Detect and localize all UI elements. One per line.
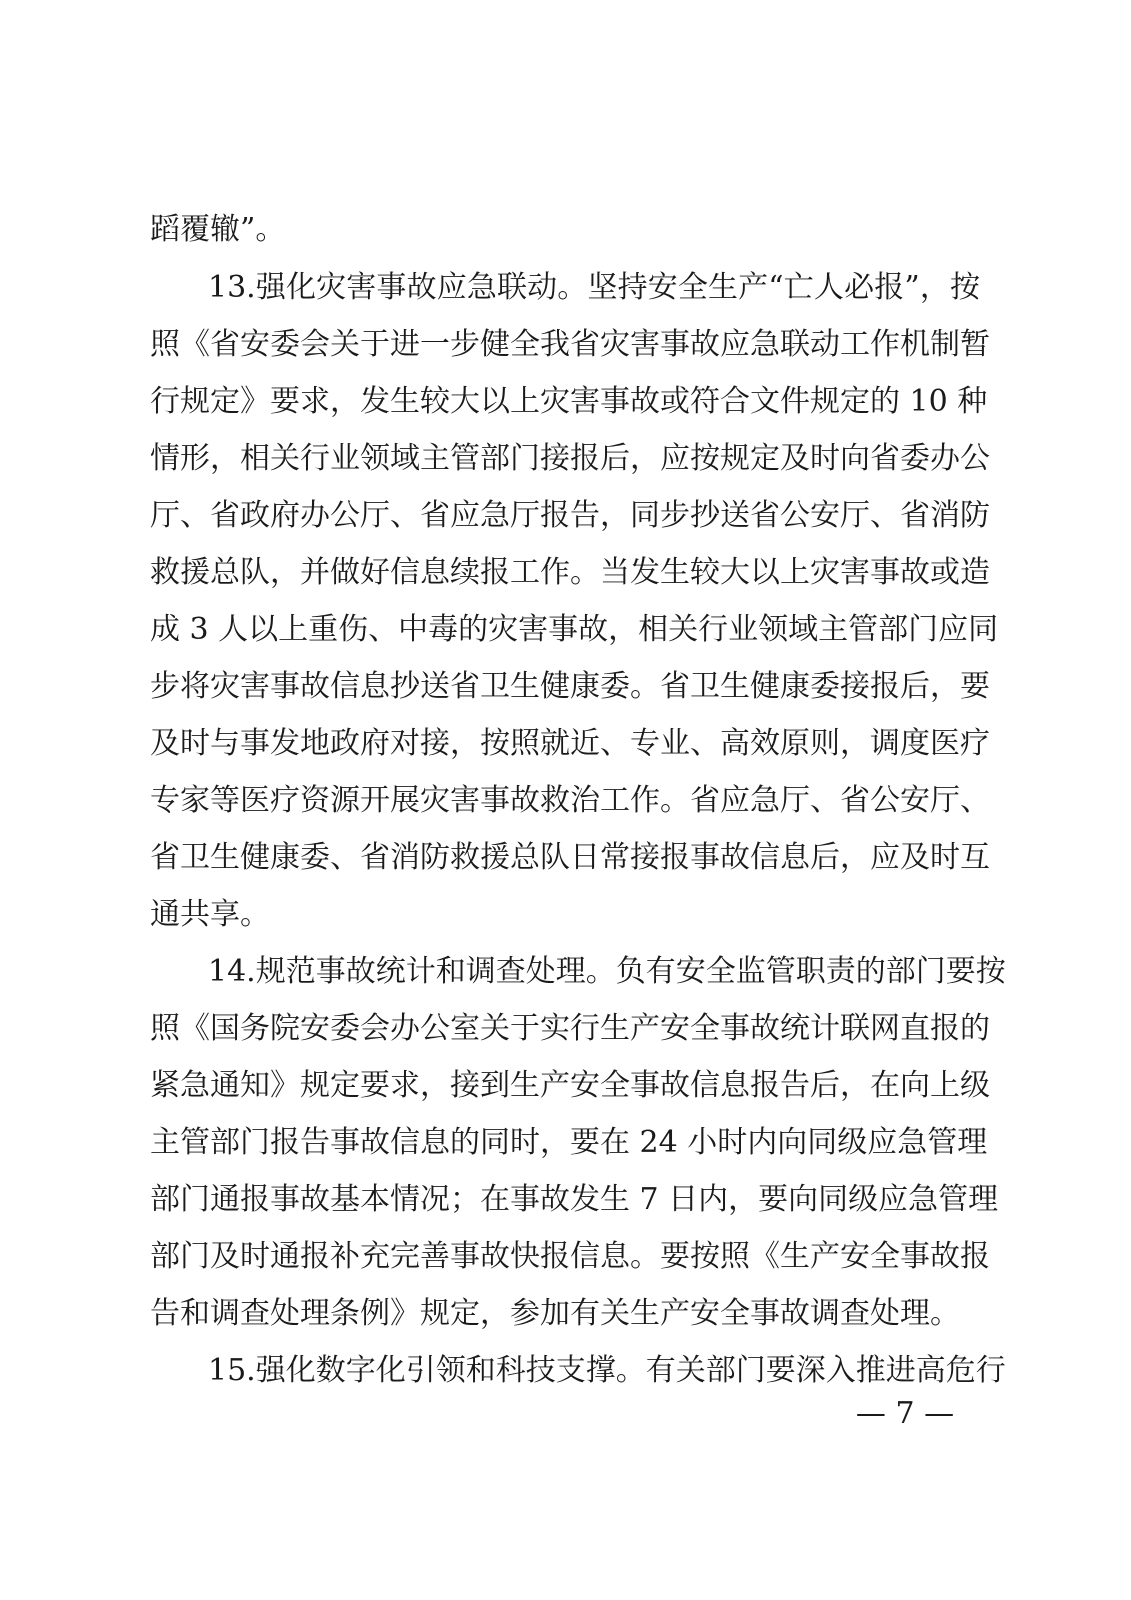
text-line-8: 成 3 人以上重伤、中毒的灾害事故，相关行业领域主管部门应同 — [150, 612, 999, 647]
text-line-14: 14.规范事故统计和调查处理。负有安全监管职责的部门要按 — [208, 954, 1006, 989]
text-line-9: 步将灾害事故信息抄送省卫生健康委。省卫生健康委接报后，要 — [150, 669, 990, 704]
text-line-21: 15.强化数字化引领和科技支撑。有关部门要深入推进高危行 — [208, 1353, 1006, 1388]
text-line-17: 主管部门报告事故信息的同时，要在 24 小时内向同级应急管理 — [150, 1125, 988, 1160]
text-line-4: 行规定》要求，发生较大以上灾害事故或符合文件规定的 10 种 — [150, 384, 988, 419]
text-line-5: 情形，相关行业领域主管部门接报后，应按规定及时向省委办公 — [150, 441, 990, 476]
text-line-10: 及时与事发地政府对接，按照就近、专业、高效原则，调度医疗 — [150, 726, 990, 761]
text-line-15: 照《国务院安委会办公室关于实行生产安全事故统计联网直报的 — [150, 1011, 990, 1046]
text-line-12: 省卫生健康委、省消防救援总队日常接报事故信息后，应及时互 — [150, 840, 990, 875]
text-line-19: 部门及时通报补充完善事故快报信息。要按照《生产安全事故报 — [150, 1239, 990, 1274]
text-line-1: 蹈覆辙”。 — [150, 212, 286, 247]
text-line-16: 紧急通知》规定要求，接到生产安全事故信息报告后，在向上级 — [150, 1068, 990, 1103]
text-line-3: 照《省安委会关于进一步健全我省灾害事故应急联动工作机制暂 — [150, 327, 990, 362]
text-line-7: 救援总队，并做好信息续报工作。当发生较大以上灾害事故或造 — [150, 555, 990, 590]
text-line-13: 通共享。 — [150, 897, 270, 932]
text-line-18: 部门通报事故基本情况；在事故发生 7 日内，要向同级应急管理 — [150, 1182, 999, 1217]
text-line-6: 厅、省政府办公厅、省应急厅报告，同步抄送省公安厅、省消防 — [150, 498, 990, 533]
text-line-20: 告和调查处理条例》规定，参加有关生产安全事故调查处理。 — [150, 1296, 960, 1331]
page-number: — 7 — — [855, 1396, 955, 1431]
text-line-11: 专家等医疗资源开展灾害事故救治工作。省应急厅、省公安厅、 — [150, 783, 990, 818]
text-line-2: 13.强化灾害事故应急联动。坚持安全生产“亡人必报”，按 — [208, 270, 980, 305]
